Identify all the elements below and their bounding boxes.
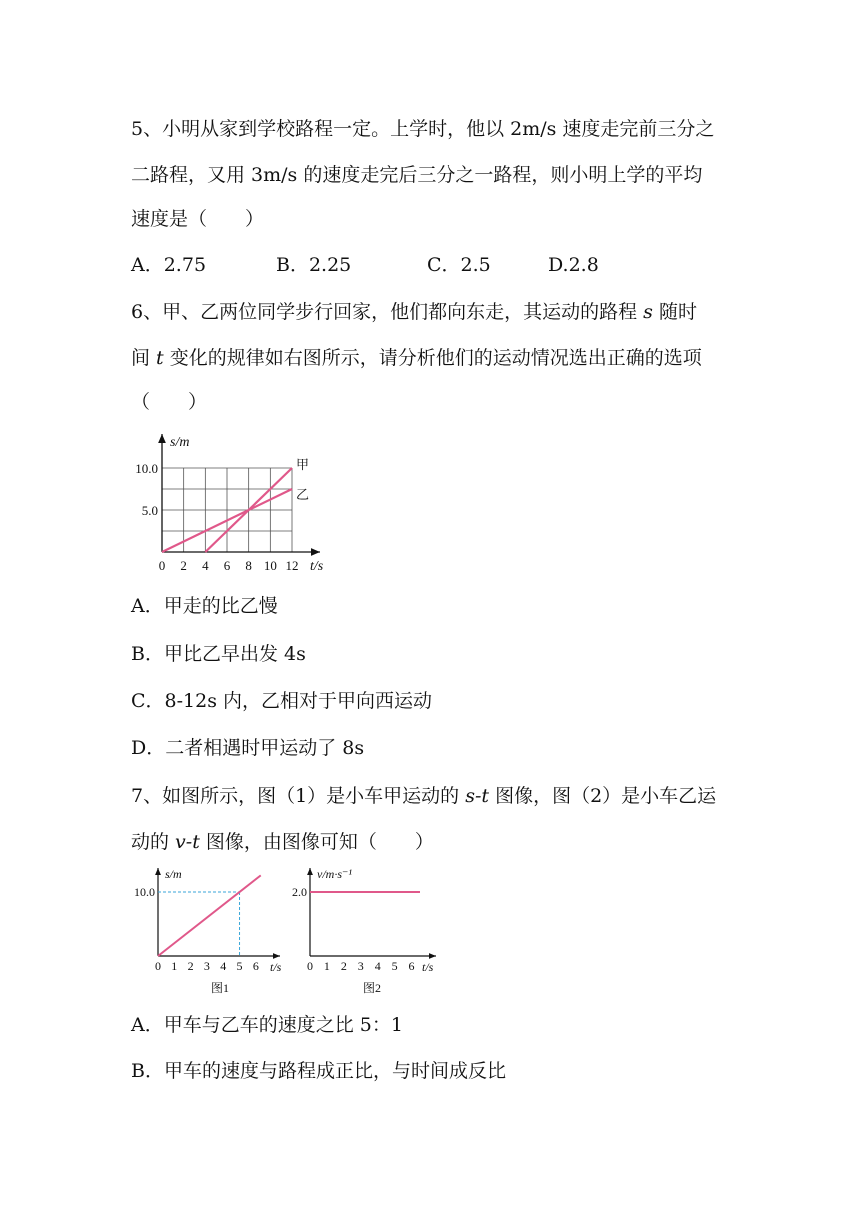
q6-option-a: A．甲走的比乙慢: [131, 595, 278, 617]
q7-line-1: [131, 784, 716, 808]
q7-line-2-b: 图像，由图像可知（ ）: [199, 831, 434, 853]
y-tick-label: 10.0: [135, 461, 158, 476]
x-tick-label: 2: [180, 558, 187, 573]
x-tick-label: 2: [187, 959, 194, 973]
series-label-1: 甲: [296, 457, 310, 472]
q6-line-2-b: 变化的规律如右图所示，请分析他们的运动情况选出正确的选项: [163, 347, 702, 369]
q6-var-t: t: [156, 347, 164, 369]
q5-line-1: 5、小明从家到学校路程一定。上学时，他以 2m/s 速度走完前三分之: [131, 118, 715, 140]
y-tick-label: 2.0: [292, 885, 307, 899]
x-tick-label: 8: [245, 558, 252, 573]
x-tick-label: 6: [252, 959, 259, 973]
q7-var-vt: v-t: [175, 831, 200, 853]
q7-line-2: [131, 830, 434, 854]
figure-caption: 图1: [210, 981, 230, 995]
figure-caption: 图2: [362, 981, 382, 995]
x-tick-label: 2: [340, 959, 347, 973]
q6-option-b: B．甲比乙早出发 4s: [131, 643, 306, 665]
q7-line-2-a: 动的: [131, 831, 176, 853]
q7-var-st: s-t: [465, 785, 490, 807]
x-tick-label: 4: [202, 558, 209, 573]
y-tick-label: 5.0: [141, 503, 158, 518]
x-tick-label: 3: [203, 959, 210, 973]
q7-figure-2-chart: [276, 860, 446, 1002]
q6-var-s: s: [643, 301, 653, 323]
x-axis-label: t/s: [310, 559, 324, 574]
q5-option-b: B．2.25: [276, 254, 352, 276]
q6-st-chart: [120, 428, 340, 576]
x-tick-label: 4: [374, 959, 381, 973]
y-axis-label: v/m·s⁻¹: [317, 867, 352, 881]
y-tick-label: 10.0: [134, 885, 155, 899]
q6-line-2-a: 间: [131, 347, 157, 369]
y-axis-label: s/m: [170, 435, 190, 450]
q5-line-3: 速度是（ ）: [131, 208, 265, 230]
x-tick-label: 5: [236, 959, 243, 973]
q6-line-1: [131, 300, 697, 324]
q5-option-d: D.2.8: [548, 254, 599, 276]
x-tick-label: 1: [323, 959, 330, 973]
q5-option-c: C．2.5: [427, 254, 491, 276]
x-tick-label: 3: [357, 959, 364, 973]
x-tick-label: 5: [391, 959, 398, 973]
q6-line-2: [131, 346, 702, 370]
q6-option-d: D．二者相遇时甲运动了 8s: [131, 737, 365, 759]
q7-option-b: B．甲车的速度与路程成正比，与时间成反比: [131, 1060, 506, 1082]
y-axis-label: s/m: [165, 867, 182, 881]
x-axis-label: t/s: [270, 960, 282, 974]
x-axis-label: t/s: [422, 960, 434, 974]
x-tick-label: 12: [285, 558, 299, 573]
q6-line-3: （ ）: [131, 391, 208, 413]
q7-option-a: A．甲车与乙车的速度之比 5：1: [131, 1014, 403, 1036]
q5-line-2: 二路程，又用 3m/s 的速度走完后三分之一路程，则小明上学的平均: [131, 164, 703, 186]
x-tick-label: 1: [171, 959, 178, 973]
series-label-2: 乙: [296, 487, 310, 502]
x-tick-label: 0: [307, 959, 313, 973]
q5-option-a: A．2.75: [131, 254, 207, 276]
q7-line-1-a: 7、如图所示，图（1）是小车甲运动的: [131, 785, 466, 807]
x-tick-label: 4: [220, 959, 227, 973]
q6-option-c: C．8-12s 内，乙相对于甲向西运动: [131, 690, 433, 712]
q7-figure-1-chart: [120, 860, 290, 1002]
x-tick-label: 6: [223, 558, 231, 573]
q6-line-1-a: 6、甲、乙两位同学步行回家，他们都向东走，其运动的路程: [131, 301, 644, 323]
x-tick-label: 0: [158, 558, 166, 573]
x-tick-label: 6: [408, 959, 415, 973]
q7-line-1-b: 图像，图（2）是小车乙运: [489, 785, 717, 807]
x-tick-label: 0: [155, 959, 161, 973]
q6-line-1-b: 随时: [652, 301, 697, 323]
series-line: [158, 875, 261, 956]
x-tick-label: 10: [263, 558, 277, 573]
